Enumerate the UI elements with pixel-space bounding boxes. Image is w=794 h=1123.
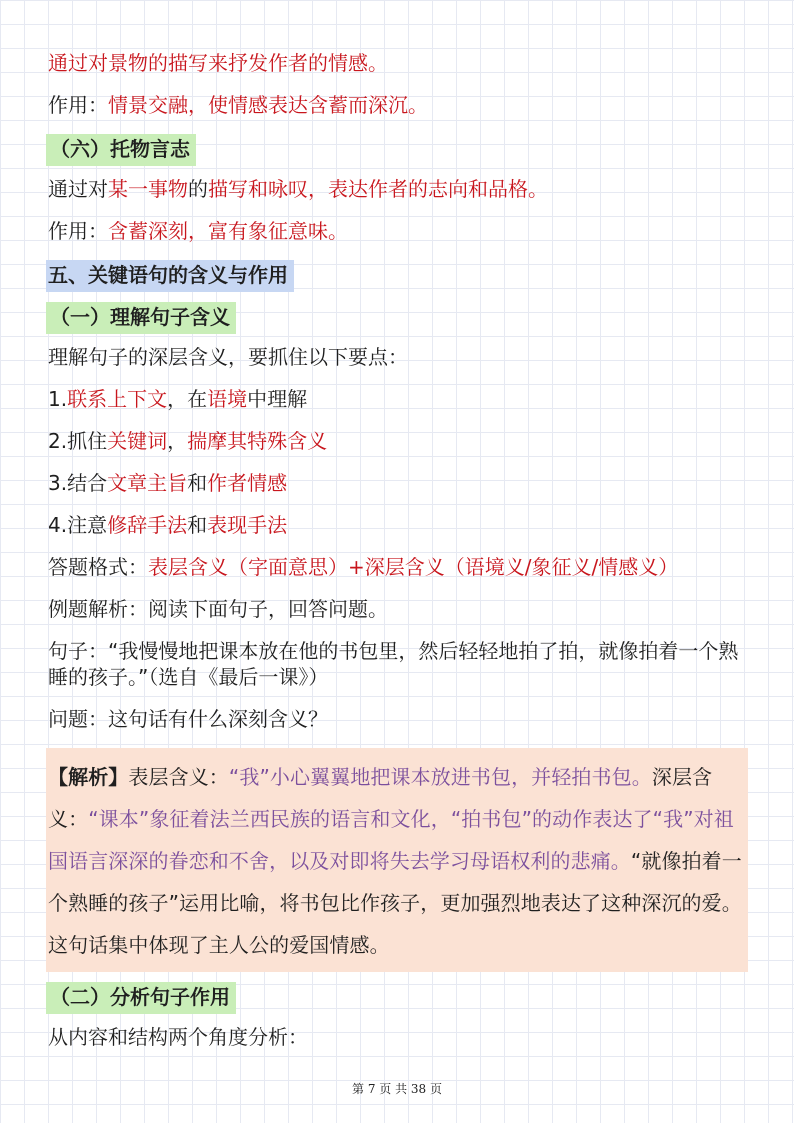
chapter-heading	[48, 260, 748, 286]
text-line: 例题解析：阅读下面句子，回答问题。	[48, 597, 388, 621]
list-item	[48, 428, 748, 454]
red-text: 揣摩其特殊含义	[187, 429, 328, 453]
analysis-text	[48, 756, 748, 966]
section-heading	[48, 302, 748, 328]
analysis-box	[46, 748, 748, 972]
red-text: 含蓄深刻，富有象征意味。	[108, 219, 348, 243]
text-part: 中理解	[247, 387, 308, 411]
text-part: 的	[188, 177, 208, 201]
list-number: 1.	[48, 387, 68, 411]
heading-label: （六）托物言志	[46, 134, 196, 166]
list-number: 2.抓住	[48, 429, 108, 453]
list-item	[48, 512, 748, 538]
text-part: 和	[187, 471, 208, 495]
red-text: 某一事物	[108, 177, 188, 201]
red-text: 语境	[207, 387, 248, 411]
red-text: 描写和咏叹，表达作者的志向和品格。	[208, 177, 548, 201]
analysis-label: 【解析】	[48, 765, 129, 789]
text-part: “就像拍着一个熟睡的孩子”运用比喻，将书包比作孩子，更加强烈地表达了这种深沉的爱。这句话集中体现了主人公的爱国情感。	[48, 849, 742, 957]
red-text: 文章主旨	[107, 471, 188, 495]
text-line: 通过对景物的描写来抒发作者的情感。	[48, 51, 388, 75]
red-text: 作者情感	[207, 471, 288, 495]
heading-label: 五、关键语句的含义与作用	[46, 260, 294, 292]
text-part: 深层含义：	[48, 765, 713, 831]
text-prefix: 作用：	[48, 219, 108, 243]
purple-text: “课本”象征着法兰西民族的语言和文化，“拍书包”的动作表达了“我”对祖国语言深深的眷恋和不舍，以及对即将失去学习母语权利的悲痛。	[48, 807, 734, 873]
red-text: 修辞手法	[107, 513, 188, 537]
page-footer: 第 7 页 共 38 页	[352, 1082, 442, 1096]
section-heading	[48, 982, 748, 1008]
section-heading	[48, 134, 748, 160]
text-line	[48, 218, 748, 244]
question-line: 问题：这句话有什么深刻含义？	[48, 707, 328, 731]
red-text: 表现手法	[207, 513, 288, 537]
text-part: 表层含义：	[128, 765, 229, 789]
list-number: 3.结合	[48, 471, 108, 495]
red-text: 表层含义（字面意思）+深层含义（语境义/象征义/情感义）	[148, 555, 679, 579]
text-line	[48, 92, 748, 118]
list-number: 4.注意	[48, 513, 108, 537]
purple-text: “我”小心翼翼地把课本放进书包，并轻拍书包。	[228, 765, 652, 789]
heading-label: （一）理解句子含义	[46, 302, 236, 334]
red-text: 联系上下文	[67, 387, 168, 411]
heading-label: （二）分析句子作用	[46, 982, 236, 1014]
red-text: 情景交融，使情感表达含蓄而深沉。	[108, 93, 428, 117]
text-part: 和	[187, 513, 208, 537]
list-item	[48, 470, 748, 496]
list-item	[48, 386, 748, 412]
text-part: ，在	[167, 387, 208, 411]
text-line	[48, 176, 748, 202]
text-prefix: 作用：	[48, 93, 108, 117]
text-part: ，	[167, 429, 188, 453]
text-prefix: 答题格式：	[48, 555, 148, 579]
text-part: 通过对	[48, 177, 108, 201]
text-line: 理解句子的深层含义，要抓住以下要点：	[48, 345, 408, 369]
example-sentence: 句子：“我慢慢地把课本放在他的书包里，然后轻轻地拍了拍，就像拍着一个熟睡的孩子。”（选自《最后一课》）	[48, 639, 739, 689]
red-text: 关键词	[107, 429, 168, 453]
document-page	[48, 50, 748, 1066]
text-line: 从内容和结构两个角度分析：	[48, 1025, 308, 1049]
answer-format	[48, 554, 748, 580]
